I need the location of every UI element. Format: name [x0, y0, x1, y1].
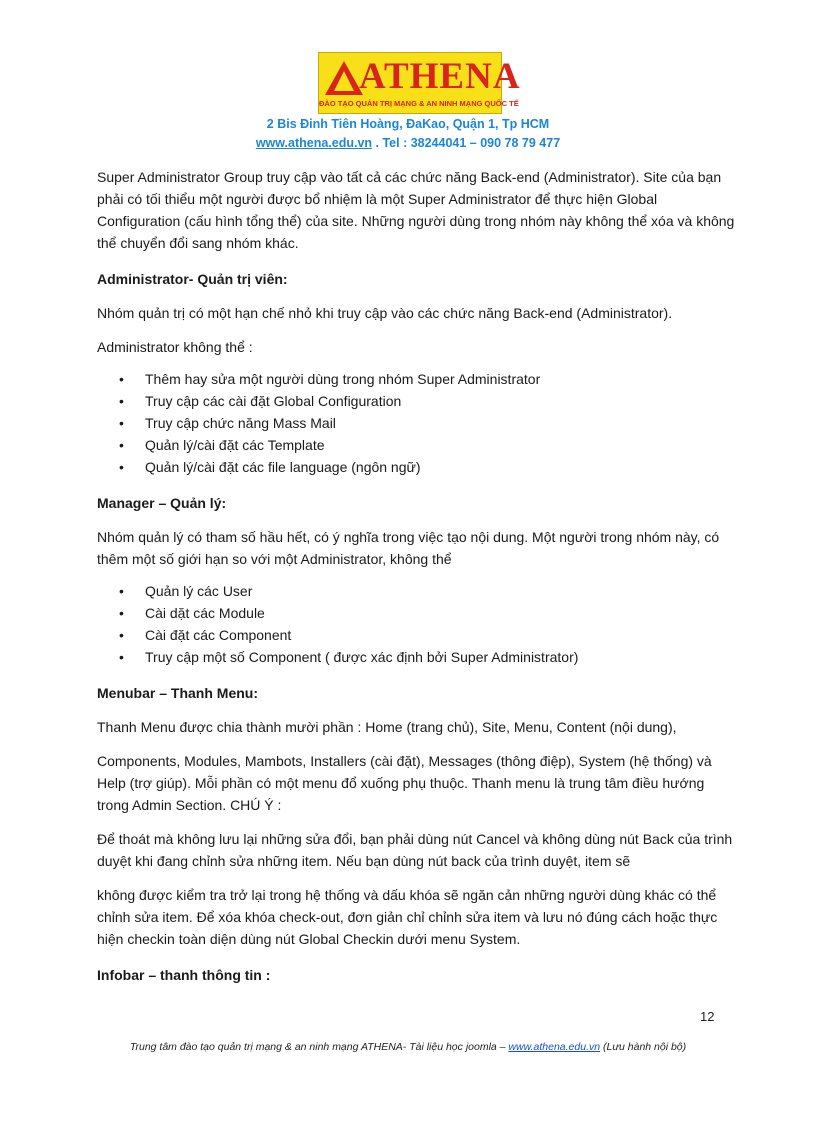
list-item: • Cài đặt các Component — [97, 624, 737, 646]
admin-restrictions-list — [97, 368, 737, 478]
admin-heading: Administrator- Quản trị viên: — [97, 271, 288, 287]
menubar-paragraph-4: không được kiểm tra trở lại trong hệ thống và dấu khóa sẽ ngăn cản những người dùng khác có thể chỉnh sửa item. Để xóa khóa check-out, đơn giản chỉ chỉnh sửa item và lưu nó đúng cách hoặc thực hiện checkin toàn diện dùng nút Global Checkin dưới menu System. — [97, 887, 718, 947]
menubar-paragraph-2: Components, Modules, Mambots, Installers (cài đặt), Messages (thông điệp), System (hệ thống) và Help (trợ giúp). Mỗi phần có một menu đổ xuống phụ thuộc. Thanh menu là trung tâm điều hướng trong Admin Section. CHÚ Ý : — [97, 753, 712, 813]
bullet-icon: • — [119, 371, 124, 387]
header-contact — [0, 136, 816, 150]
list-item: • Truy cập một số Component ( được xác định bởi Super Administrator) — [97, 646, 737, 668]
list-item: • Thêm hay sửa một người dùng trong nhóm Super Administrator — [97, 368, 737, 390]
footer-text: Trung tâm đào tạo quản trị mạng & an ninh mạng ATHENA- Tài liệu học joomla – — [129, 1041, 509, 1053]
footer-suffix: (Lưu hành nội bộ) — [600, 1041, 687, 1053]
list-item: • Truy cập chức năng Mass Mail — [97, 412, 737, 434]
list-item: • Quản lý các User — [97, 580, 737, 602]
bullet-icon: • — [119, 605, 124, 621]
admin-cannot-label: Administrator không thể : — [97, 339, 253, 355]
bullet-icon: • — [119, 649, 124, 665]
bullet-icon: • — [119, 583, 124, 599]
footer-link[interactable]: www.athena.edu.vn — [508, 1041, 601, 1053]
logo-tagline: ĐÀO TẠO QUẢN TRỊ MẠNG & AN NINH MẠNG QUỐC TẾ — [319, 99, 519, 108]
bullet-icon: • — [119, 393, 124, 409]
page-footer — [0, 1041, 816, 1053]
manager-heading: Manager – Quản lý: — [97, 495, 227, 511]
list-item: • Quản lý/cài đặt các Template — [97, 434, 737, 456]
admin-paragraph: Nhóm quản trị có một hạn chế nhỏ khi truy cập vào các chức năng Back-end (Administrator). — [97, 305, 673, 321]
menubar-paragraph-3: Để thoát mà không lưu lại những sửa đổi, bạn phải dùng nút Cancel và không dùng nút Back của trình duyệt khi đang chỉnh sửa những item. Nếu bạn dùng nút back của trình duyệt, item sẽ — [97, 831, 733, 869]
page-number: 12 — [700, 1009, 715, 1024]
logo-word: ATHENA — [359, 56, 521, 97]
menubar-heading: Menubar – Thanh Menu: — [97, 685, 258, 701]
menubar-paragraph-1: Thanh Menu được chia thành mười phần : Home (trang chủ), Site, Menu, Content (nội dung), — [97, 719, 677, 735]
bullet-icon: • — [119, 627, 124, 643]
header-address: 2 Bis Đinh Tiên Hoàng, ĐaKao, Quận 1, Tp HCM — [266, 117, 550, 131]
document-body — [97, 166, 737, 986]
list-item: • Quản lý/cài đặt các file language (ngôn ngữ) — [97, 456, 737, 478]
manager-restrictions-list — [97, 580, 737, 668]
intro-paragraph: Super Administrator Group truy cập vào tất cả các chức năng Back-end (Administrator). Site của bạn phải có tối thiểu một người được bổ nhiệm là một Super Administrator để thực hiện Global Configuration (cấu hình tổng thể) của site. Những người dùng trong nhóm này không thể xóa và không thể chuyển đổi sang nhóm khác. — [97, 169, 735, 251]
header-phone: . Tel : 38244041 – 090 78 79 477 — [372, 136, 561, 150]
bullet-icon: • — [119, 459, 124, 475]
manager-paragraph: Nhóm quản lý có tham số hầu hết, có ý nghĩa trong việc tạo nội dung. Một người trong nhóm này, có thêm một số giới hạn so với một Administrator, không thể — [97, 529, 720, 567]
list-item: • Cài dặt các Module — [97, 602, 737, 624]
bullet-icon: • — [119, 437, 124, 453]
athena-logo — [318, 52, 521, 114]
bullet-icon: • — [119, 415, 124, 431]
list-item: • Truy cập các cài đặt Global Configuration — [97, 390, 737, 412]
website-link[interactable]: www.athena.edu.vn — [255, 136, 373, 150]
infobar-heading: Infobar – thanh thông tin : — [97, 967, 271, 983]
